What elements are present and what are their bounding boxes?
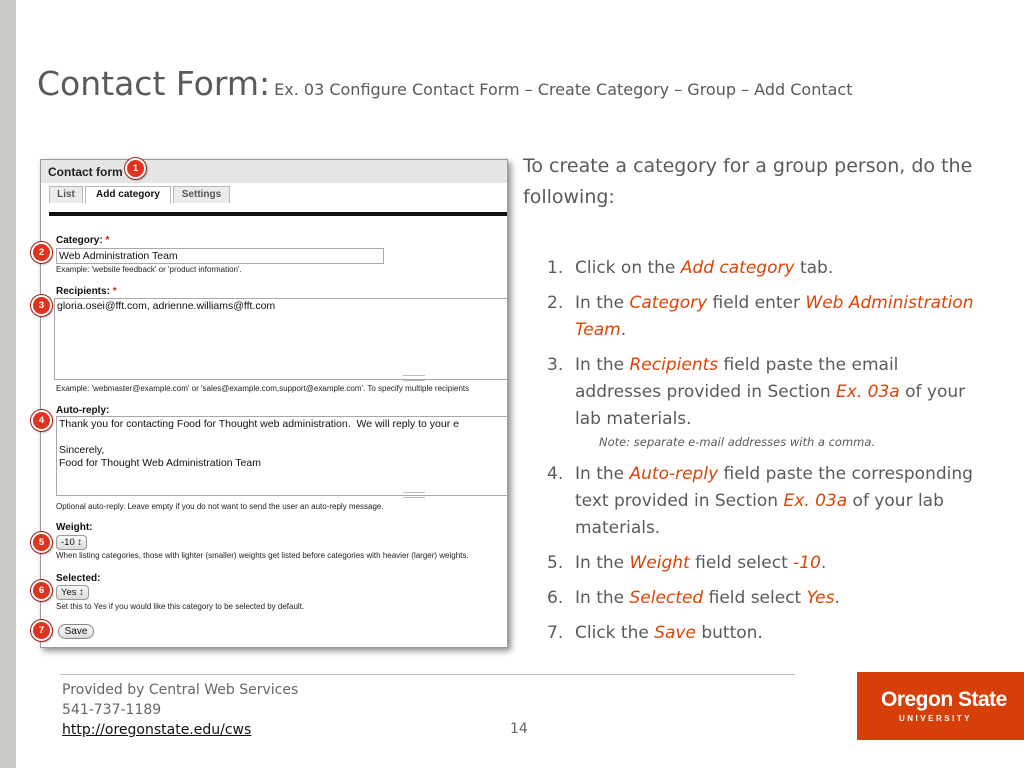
tab-divider xyxy=(49,212,507,216)
footer xyxy=(62,680,298,740)
contact-form-header xyxy=(41,160,507,183)
weight-select[interactable]: -10 ↕ xyxy=(56,535,87,550)
select-stepper-icon: ↕ xyxy=(77,537,83,548)
footer-provided-by: Provided by Central Web Services xyxy=(62,682,299,698)
select-stepper-icon: ↕ xyxy=(79,587,84,598)
callout-badge-7: 7 xyxy=(31,620,52,641)
tab-add-category[interactable]: Add category xyxy=(85,186,171,204)
slide-title-main: Contact Form: xyxy=(37,64,271,103)
step-2: 2. In the Category field enter Web Administration Team. xyxy=(547,293,974,340)
step-6: 6. In the Selected field select Yes. xyxy=(547,588,840,608)
step-4: 4. In the Auto-reply field paste the corresponding text provided in Section Ex. 03a of your lab materials. xyxy=(547,464,973,538)
contact-form-screenshot xyxy=(40,159,508,648)
category-label: Category: * xyxy=(56,235,110,246)
callout-badge-5: 5 xyxy=(31,532,52,553)
callout-badge-3: 3 xyxy=(31,295,52,316)
left-accent-bar xyxy=(0,0,16,768)
footer-divider xyxy=(60,674,795,675)
weight-help: When listing categories, those with lighter (smaller) weights get listed before categories with heavier (larger) weights. xyxy=(56,551,469,560)
weight-label: Weight: xyxy=(56,522,93,533)
instructions-intro: To create a category for a group person, do the following: xyxy=(523,155,973,208)
logo-sub: UNIVERSITY xyxy=(899,714,973,723)
auto-reply-label: Auto-reply: xyxy=(56,405,110,416)
step-3-note: Note: separate e-mail addresses with a comma. xyxy=(599,435,876,449)
step-5: 5. In the Weight field select -10. xyxy=(547,553,827,573)
oregon-state-logo xyxy=(857,672,1024,740)
footer-link[interactable]: http://oregonstate.edu/cws xyxy=(62,722,252,738)
callout-badge-1: 1 xyxy=(125,158,146,179)
callout-badge-2: 2 xyxy=(31,242,52,263)
slide-subtitle: Ex. 03 Configure Contact Form – Create Category – Group – Add Contact xyxy=(274,80,853,99)
category-input[interactable]: Web Administration Team xyxy=(56,248,384,264)
instructions-steps xyxy=(542,255,982,655)
recipients-label: Recipients: * xyxy=(56,286,117,297)
slide-title xyxy=(37,64,852,103)
selected-select[interactable]: Yes ↕ xyxy=(56,585,89,600)
recipients-textarea[interactable]: gloria.osei@fft.com, adrienne.williams@fft.com xyxy=(54,298,508,380)
auto-reply-textarea[interactable]: Thank you for contacting Food for Thought web administration. We will reply to your e Sincerely, Food for Thought Web Administration Team xyxy=(56,416,508,496)
page-number: 14 xyxy=(510,721,528,737)
callout-badge-4: 4 xyxy=(31,410,52,431)
recipients-help: Example: 'webmaster@example.com' or 'sales@example.com,support@example.com'. To specify multiple recipients xyxy=(56,384,470,393)
contact-form-title: Contact form xyxy=(48,165,123,179)
auto-reply-resize-grip[interactable] xyxy=(403,492,425,498)
selected-help: Set this to Yes if you would like this category to be selected by default. xyxy=(56,602,305,611)
logo-name: Oregon State xyxy=(881,688,1007,711)
tab-list[interactable]: List xyxy=(49,186,83,203)
auto-reply-help: Optional auto-reply. Leave empty if you do not want to send the user an auto-reply message. xyxy=(56,502,384,511)
save-button[interactable]: Save xyxy=(58,624,94,639)
selected-label: Selected: xyxy=(56,573,101,584)
step-7: 7. Click the Save button. xyxy=(547,623,763,643)
step-1: 1. Click on the Add category tab. xyxy=(547,258,834,278)
footer-phone: 541-737-1189 xyxy=(62,702,162,718)
category-help: Example: 'website feedback' or 'product information'. xyxy=(56,265,242,274)
step-3: 3. In the Recipients field paste the email addresses provided in Section Ex. 03a of your lab materials. xyxy=(547,355,966,429)
callout-badge-6: 6 xyxy=(31,580,52,601)
tab-settings[interactable]: Settings xyxy=(173,186,230,203)
recipients-resize-grip[interactable] xyxy=(403,375,425,381)
